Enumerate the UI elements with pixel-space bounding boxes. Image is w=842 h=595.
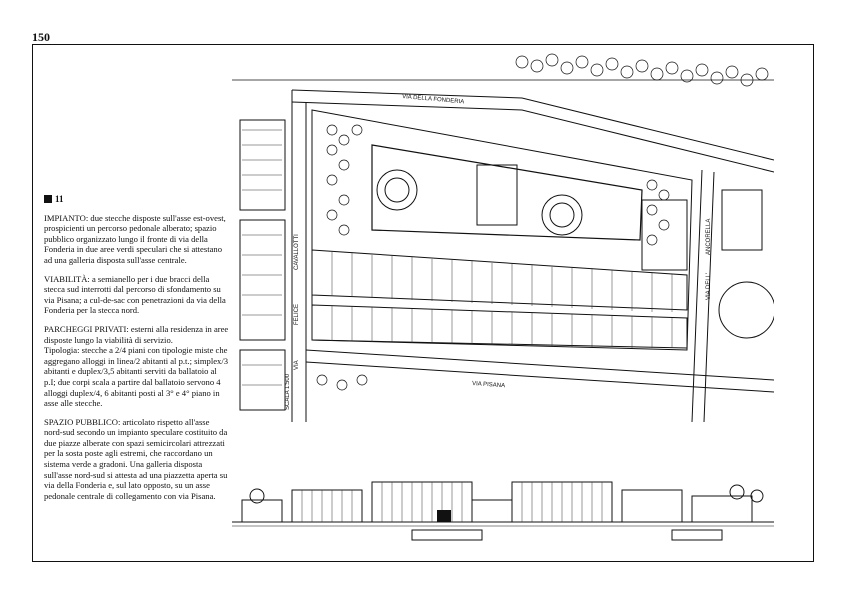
label-scala: SCALA 1:500 [285,373,291,410]
label-ancorella: ANCORELLA [706,218,712,255]
section-drawing [232,470,774,542]
label-via-fonderia: VIA DELLA FONDERIA [401,94,465,106]
paragraph-impianto: IMPIANTO: due stecche disposte sull'asse est-ovest, prospicienti un percorso pedonale alberato; spazio pubblico organizzato lungo il fronte di via della Fonderia in due aree verdi speculari che si attestano ad una galleria disposta sull'asse centrale. [44,212,226,265]
paragraph-spazio-pubblico: SPAZIO PUBBLICO: articolato rispetto all'asse nord-sud secondo un impianto speculare costituito da due piazze alberate con spazi semicircolari attrezzati per la sosta poste agli estremi, che raccordano un sistema verde a gradoni. Una galleria disposta sull'asse nord-sud si attesta ad una piazzetta aperta su via della Fonderia e, sul lato opposto, su un asse pedonale centrale di collegamento con via Pisana. [44,416,228,501]
label-via-pisana: VIA PISANA [471,381,506,390]
entry-number: 11 [55,194,64,204]
label-via-dell: VIA DELL' [706,272,712,300]
label-felice: FELICE [294,303,300,325]
site-plan-drawing [232,50,774,422]
paragraph-parcheggi: PARCHEGGI PRIVATI: esterni alla residenza in aree disposte lungo la viabilità di servizio. [44,323,229,345]
description-column [44,194,230,509]
label-via: VIA [294,360,300,370]
paragraph-tipologia: Tipologia: stecche a 2/4 piani con tipologie miste che aggregano alloggi in linea/2 abitanti al p.t.; simplex/3 abitanti e duplex/3,5 abitanti serviti da ballatoio al p.I; due corpi scala a partire dal ballatoio servono 4 alloggi duplex/4, 6 abitanti posti al 3° e 4° piano in asse alle stecche. [44,345,229,409]
entry-heading [44,194,230,205]
square-marker-icon [44,195,52,203]
paragraph-viabilita: VIABILITÀ: a semianello per i due bracci della stecca sud interrotti dal percorso di sfondamento su via Pisana; a cul-de-sac con penetrazioni da via della Fonderia per la stecca nord. [44,273,226,316]
page-number: 150 [32,30,50,44]
label-cavallotti: CAVALLOTTI [294,234,300,270]
